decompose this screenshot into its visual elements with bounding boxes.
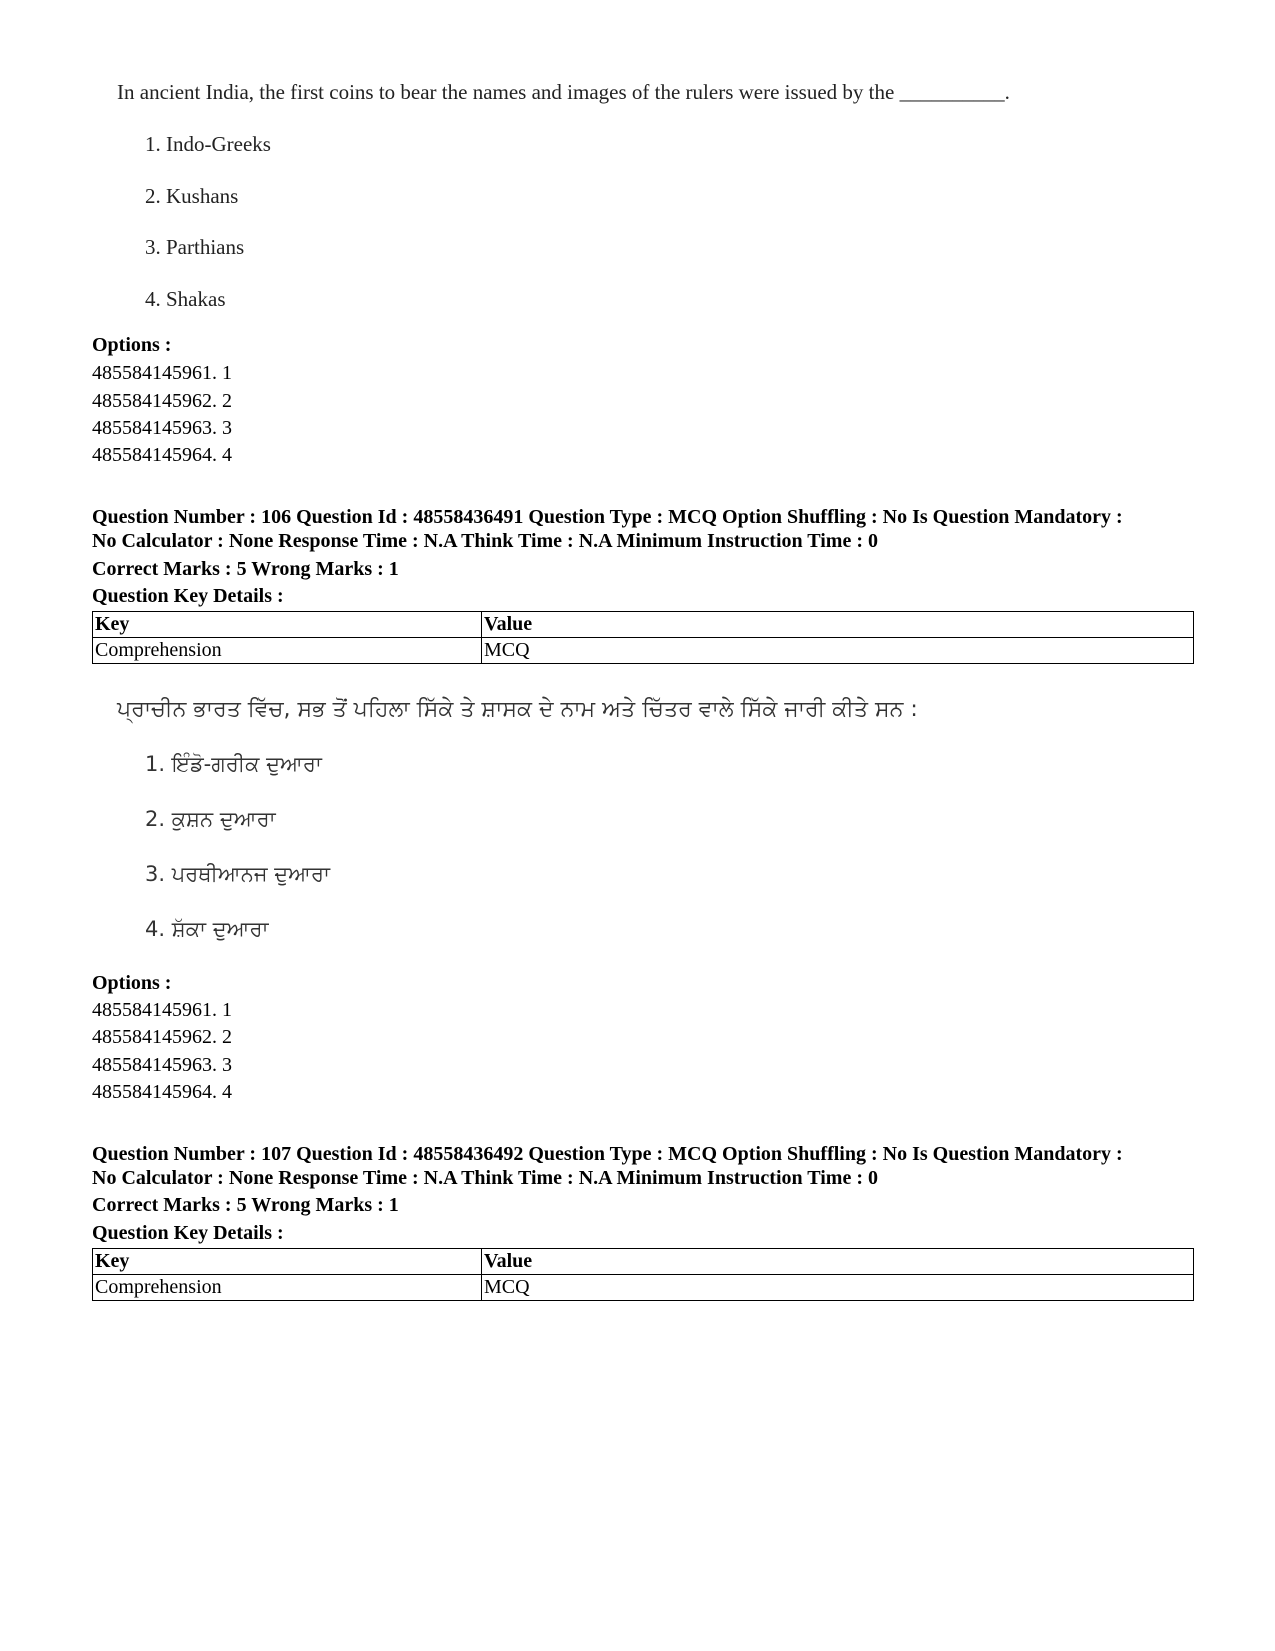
choice-4: 4. Shakas xyxy=(145,287,226,311)
question-text-punjabi: ਪ੍ਰਾਚੀਨ ਭਾਰਤ ਵਿੱਚ, ਸਭ ਤੋਂ ਪਹਿਲਾ ਸਿੱਕੇ ਤੇ ਸ਼ਾਸਕ ਦੇ ਨਾਮ ਅਤੇ ਚਿੱਤਰ ਵਾਲੇ ਸਿੱਕੇ ਜਾਰੀ ਕੀਤੇ ਸਨ : xyxy=(117,697,918,722)
marks: Correct Marks : 5 Wrong Marks : 1 xyxy=(92,558,399,580)
table-cell-key: Comprehension xyxy=(93,638,482,664)
table-cell-key: Comprehension xyxy=(93,1275,482,1301)
option-line: 485584145961. 1 xyxy=(92,999,232,1021)
option-line: 485584145964. 4 xyxy=(92,444,232,466)
key-details-title: Question Key Details : xyxy=(92,585,284,607)
table-row xyxy=(93,1275,1194,1301)
option-line: 485584145964. 4 xyxy=(92,1081,232,1103)
option-line: 485584145963. 3 xyxy=(92,417,232,439)
key-details-title: Question Key Details : xyxy=(92,1222,284,1244)
choice-3: 3. Parthians xyxy=(145,235,245,259)
key-details-table xyxy=(92,611,1194,664)
table-cell-value: MCQ xyxy=(482,638,1194,664)
question-meta-line1: Question Number : 106 Question Id : 48558436491 Question Type : MCQ Option Shuffling : No Is Question Mandatory : xyxy=(92,506,1123,528)
option-line: 485584145961. 1 xyxy=(92,362,232,384)
option-line: 485584145962. 2 xyxy=(92,1026,232,1048)
question-meta-line2: No Calculator : None Response Time : N.A Think Time : N.A Minimum Instruction Time : 0 xyxy=(92,1167,878,1189)
choice-4: 4. ਸ਼ੱਕਾ ਦੁਆਰਾ xyxy=(145,917,269,941)
option-line: 485584145963. 3 xyxy=(92,1054,232,1076)
options-title: Options : xyxy=(92,972,172,994)
choice-1: 1. ਇੰਡੋ-ਗਰੀਕ ਦੁਆਰਾ xyxy=(145,752,322,776)
table-header-value: Value xyxy=(482,1249,1194,1275)
question-text: In ancient India, the first coins to bear the names and images of the rulers were issued by the __________. xyxy=(117,80,1010,104)
question-meta-line2: No Calculator : None Response Time : N.A Think Time : N.A Minimum Instruction Time : 0 xyxy=(92,530,878,552)
table-header-key: Key xyxy=(93,612,482,638)
table-header-value: Value xyxy=(482,612,1194,638)
table-row xyxy=(93,638,1194,664)
key-details-table xyxy=(92,1248,1194,1301)
marks: Correct Marks : 5 Wrong Marks : 1 xyxy=(92,1194,399,1216)
table-header-row xyxy=(93,1249,1194,1275)
table-header-row xyxy=(93,612,1194,638)
options-title: Options : xyxy=(92,334,172,356)
table-header-key: Key xyxy=(93,1249,482,1275)
question-meta-line1: Question Number : 107 Question Id : 48558436492 Question Type : MCQ Option Shuffling : No Is Question Mandatory : xyxy=(92,1143,1123,1165)
option-line: 485584145962. 2 xyxy=(92,390,232,412)
choice-3: 3. ਪਰਥੀਆਨਜ ਦੁਆਰਾ xyxy=(145,862,331,886)
choice-2: 2. Kushans xyxy=(145,184,239,208)
table-cell-value: MCQ xyxy=(482,1275,1194,1301)
choice-1: 1. Indo-Greeks xyxy=(145,132,271,156)
choice-2: 2. ਕੁਸ਼ਨ ਦੁਆਰਾ xyxy=(145,807,276,831)
